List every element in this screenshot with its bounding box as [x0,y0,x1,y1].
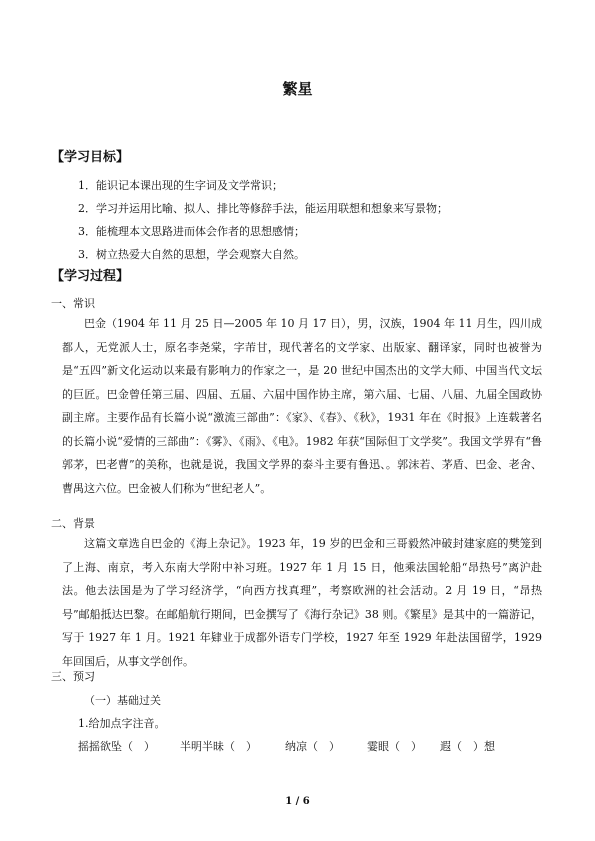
section-heading-common-knowledge: 一、常识 [51,297,95,310]
pinyin-item: 纳凉（ ） [285,740,340,753]
author-paragraph: 巴金（1904 年 11 月 25 日—2005 年 10 月 17 日），男，汉族，1904 年 11 月生，四川成都人，无党派人士，原名李尧棠，字芾甘，现代著名的文学家、出版家、翻译家，同时也被誉为是“五四”新文化运动以来最有影响力的作家之一，是 20 世纪中国杰出的文学大师、中国当代文坛的巨匠。巴金曾任第三届、四届、五届、六届中国作协主席，第六届、七届、八届、九届全国政协副主席。主要作品有长篇小说“激流三部曲”：《家》、《春》、《秋》，1931 年在《时报》上连载著名的长篇小说“爱情的三部曲”：《雾》、《雨》、《电》。1982 年获“国际但丁文学奖”。我国文学界有“鲁郭茅，巴老曹”的美称，也就是说，我国文学界的泰斗主要有鲁迅、。郭沫若、茅盾、巴金、老舍、曹禺这六位。巴金被人们称为“世纪老人”。 [62,317,542,495]
pinyin-item: 半明半昧（ ） [180,740,257,753]
objective-item: 2．学习并运用比喻、拟人、排比等修辞手法，能运用联想和想象来写景物； [78,202,448,215]
pinyin-item: 摇摇欲坠（ ） [78,740,155,753]
pinyin-item: 霎眼（ ） [367,740,422,753]
objective-item: 3．能梳理本文思路进而体会作者的思想感情； [78,225,305,238]
question-text: 1.给加点字注音。 [78,717,166,730]
objective-item: 3．树立热爱大自然的思想，学会观察大自然。 [78,248,305,261]
page-number: 1 / 6 [285,796,310,807]
sub-heading-basics: （一）基础过关 [84,694,161,707]
process-heading: 【学习过程】 [51,269,130,284]
pinyin-item: 遐（ ）想 [440,740,495,753]
objectives-heading: 【学习目标】 [51,150,130,165]
section-heading-background: 二、背景 [51,517,95,530]
page-title: 繁星 [282,80,313,98]
section-heading-preview: 三、预习 [51,670,95,683]
background-paragraph: 这篇文章选自巴金的《海上杂记》。1923 年，19 岁的巴金和三哥毅然冲破封建家庭的樊笼到了上海、南京，考入东南大学附中补习班。1927 年 1 月 15 日，他乘法国轮船“昂热号”离沪赴法。他去法国是为了学习经济学，“向西方找真理”，考察欧洲的社会活动。2 月 19 日，“昂热号”邮船抵达巴黎。在邮船航行期间，巴金撰写了《海行杂记》38 则。《繁星》是其中的一篇游记，写于 1927 年 1 月。1921 年肄业于成都外语专门学校，1927 年至 1929 年赴法国留学，1929 年回国后，从事文学创作。 [62,537,542,668]
objective-item: 1．能识记本课出现的生字词及文学常识； [78,179,283,192]
